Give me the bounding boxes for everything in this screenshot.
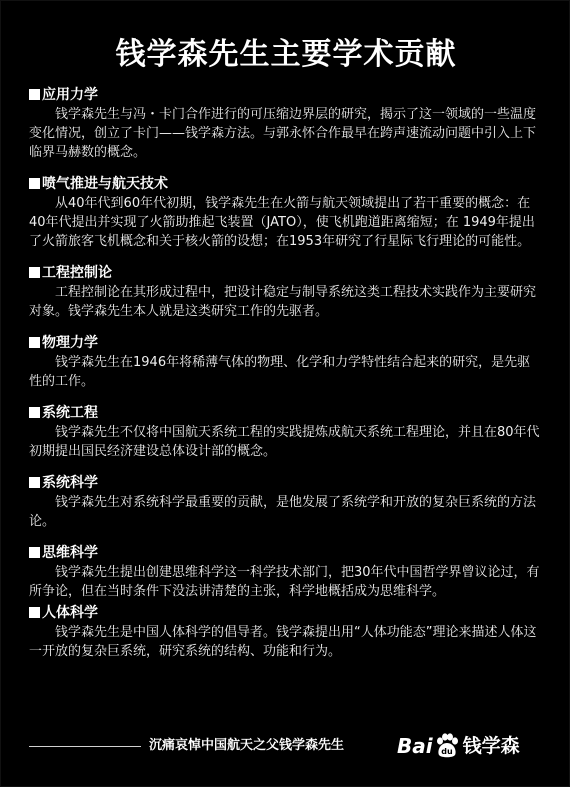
logo-du-text: du [440,747,453,756]
section-jet-propulsion [29,174,543,251]
section-heading-text: 系统工程 [42,405,98,421]
section-heading [29,403,543,423]
square-bullet-icon [29,267,40,278]
section-heading-text: 工程控制论 [42,265,112,281]
section-noetic-science [29,543,543,601]
content [29,85,543,661]
section-engineering-cybernetics [29,263,543,321]
square-bullet-icon [29,477,40,488]
square-bullet-icon [29,607,40,618]
square-bullet-icon [29,89,40,100]
square-bullet-icon [29,547,40,558]
section-heading [29,85,543,105]
section-heading-text: 思维科学 [42,545,98,561]
section-physical-mechanics [29,333,543,391]
section-heading [29,333,543,353]
section-heading [29,263,543,283]
section-body: 钱学森先生不仅将中国航天系统工程的实践提炼成航天系统工程理论，并且在80年代初期提出国民经济建设总体设计部的概念。 [29,425,540,459]
section-heading [29,473,543,493]
baidu-logo [397,731,520,761]
section-heading [29,603,543,623]
section-heading-text: 喷气推进与航天技术 [42,176,168,192]
section-body: 工程控制论在其形成过程中，把设计稳定与制导系统这类工程技术实践作为主要研究对象。钱学森先生本人就是这类研究工作的先驱者。 [29,285,537,319]
section-heading-text: 物理力学 [42,335,98,351]
section-body: 从40年代到60年代初期，钱学森先生在火箭与航天领域提出了若干重要的概念：在40年代提出并实现了火箭助推起飞装置（JATO），使飞机跑道距离缩短；在 1949年提出了火箭旅客飞机概念和关于核火箭的设想；在1953年研究了行星际飞行理论的可能性。 [29,196,535,249]
square-bullet-icon [29,337,40,348]
section-body: 钱学森先生是中国人体科学的倡导者。钱学森提出用“人体功能态”理论来描述人体这一开放的复杂巨系统，研究系统的结构、功能和行为。 [29,625,537,659]
section-heading [29,174,543,194]
section-body: 钱学森先生对系统科学最重要的贡献，是他发展了系统学和开放的复杂巨系统的方法论。 [29,495,537,529]
section-body: 钱学森先生提出创建思维科学这一科学技术部门，把30年代中国哲学界曾议论过，有所争论，但在当时条件下没法讲清楚的主张，科学地概括成为思维科学。 [29,565,540,599]
page-title: 钱学森先生主要学术贡献 [115,37,457,72]
section-human-body-science [29,603,543,661]
section-heading-text: 应用力学 [42,87,98,103]
footer-divider [29,746,141,747]
section-body: 钱学森先生与冯・卡门合作进行的可压缩边界层的研究，揭示了这一领域的一些温度变化情况，创立了卡门——钱学森方法。与郭永怀合作最早在跨声速流动问题中引入上下临界马赫数的概念。 [29,107,537,160]
logo-bai-text: Bai [397,734,433,758]
footer-slogan: 沉痛哀悼中国航天之父钱学森先生 [149,738,345,753]
section-body: 钱学森先生在1946年将稀薄气体的物理、化学和力学特性结合起来的研究，是先驱性的工作。 [29,355,531,389]
section-heading-text: 人体科学 [42,605,98,621]
logo-name-text: 钱学森 [462,735,520,757]
section-applied-mechanics [29,85,543,162]
square-bullet-icon [29,178,40,189]
square-bullet-icon [29,407,40,418]
footer [29,731,549,761]
section-heading [29,543,543,563]
baidu-paw-icon [434,733,460,759]
section-heading-text: 系统科学 [42,475,98,491]
section-systems-science [29,473,543,531]
section-systems-engineering [29,403,543,461]
